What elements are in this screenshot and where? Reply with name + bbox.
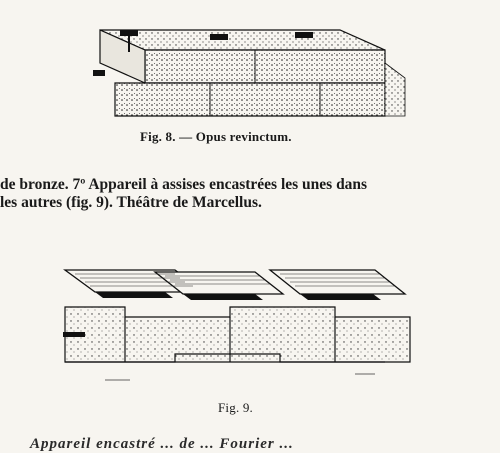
figure-8-caption: Fig. 8. — Opus revinctum.: [140, 129, 292, 144]
cut-off-text-line: Appareil encastré ... de ... Fourier ...: [30, 436, 294, 452]
figure-8-illustration: [85, 8, 415, 126]
figure-9-illustration: [55, 262, 415, 397]
body-text-line: de bronze. 7º Appareil à assises encastrées les unes dans: [0, 176, 368, 193]
body-text-line: les autres (fig. 9). Théâtre de Marcellus.: [0, 194, 262, 211]
figure-9-caption: Fig. 9.: [218, 400, 253, 415]
